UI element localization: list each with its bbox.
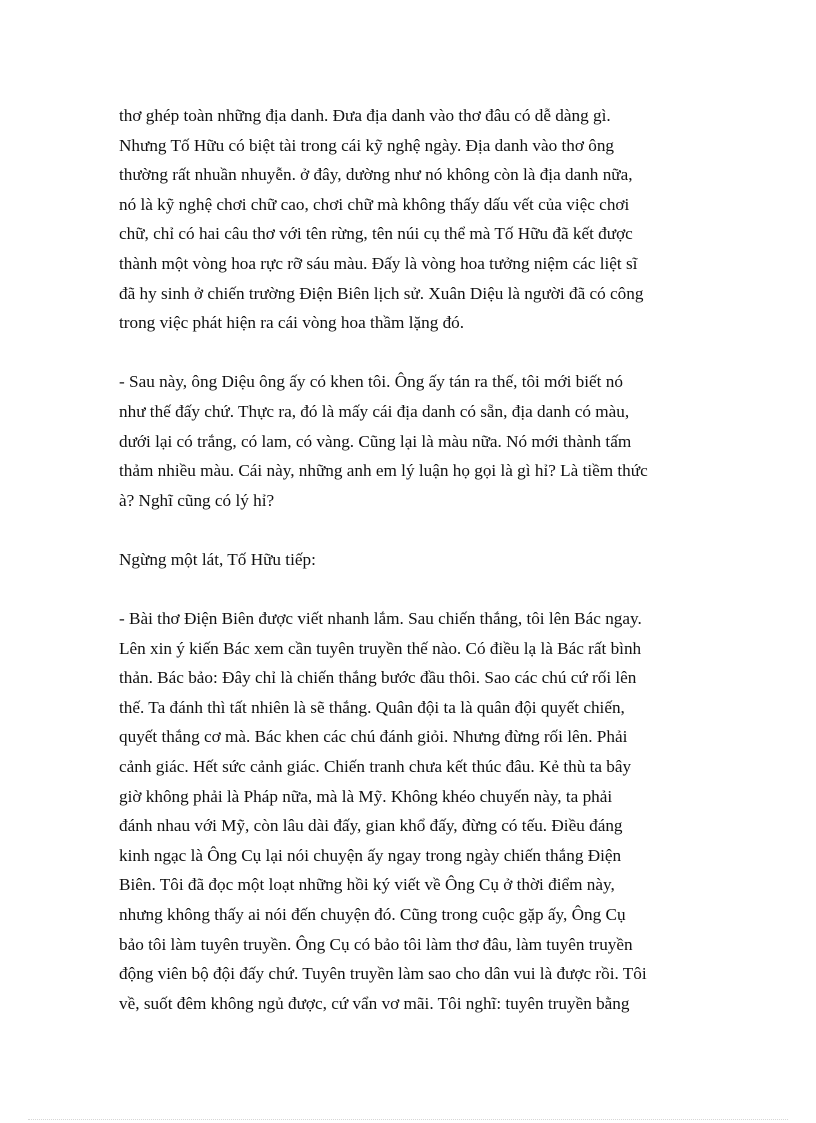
text-line: nó là kỹ nghệ chơi chữ cao, chơi chữ mà không thấy dấu vết của việc chơi — [119, 194, 630, 214]
text-line: thản. Bác bảo: Đây chỉ là chiến thắng bước đầu thôi. Sao các chú cứ rối lên — [119, 668, 637, 688]
text-line: Ngừng một lát, Tố Hữu tiếp: — [119, 549, 316, 569]
text-line: à? Nghĩ cũng có lý hỉ? — [119, 490, 275, 510]
text-line: Lên xin ý kiến Bác xem cần tuyên truyền thế nào. Có điều lạ là Bác rất bình — [119, 638, 642, 658]
text-line: đã hy sinh ở chiến trường Điện Biên lịch sử. Xuân Diệu là người đã có công — [119, 283, 644, 303]
text-line: động viên bộ đội đấy chứ. Tuyên truyền làm sao cho dân vui là được rồi. Tôi — [119, 964, 647, 984]
paragraph-4 — [119, 604, 701, 1018]
text-line: giờ không phải là Pháp nữa, mà là Mỹ. Không khéo chuyến này, ta phải — [119, 786, 613, 806]
text-line: bảo tôi làm tuyên truyền. Ông Cụ có bảo tôi làm thơ đâu, làm tuyên truyền — [119, 934, 633, 954]
paragraph-spacer — [119, 575, 701, 605]
text-line: thường rất nhuần nhuyễn. ở đây, dường như nó không còn là địa danh nữa, — [119, 165, 633, 185]
text-line: - Sau này, ông Diệu ông ấy có khen tôi. Ông ấy tán ra thế, tôi mới biết nó — [119, 372, 623, 392]
page-bottom-divider — [28, 1119, 788, 1120]
text-line: - Bài thơ Điện Biên được viết nhanh lắm. Sau chiến thắng, tôi lên Bác ngay. — [119, 609, 642, 629]
document-page — [119, 101, 701, 1018]
text-line: trong việc phát hiện ra cái vòng hoa thầm lặng đó. — [119, 313, 465, 333]
text-line: đánh nhau với Mỹ, còn lâu dài đấy, gian khổ đấy, đừng có tếu. Điều đáng — [119, 816, 623, 836]
text-line: Biên. Tôi đã đọc một loạt những hồi ký viết về Ông Cụ ở thời điểm này, — [119, 875, 615, 895]
text-line: dưới lại có trắng, có lam, có vàng. Cũng lại là màu nữa. Nó mới thành tấm — [119, 431, 632, 451]
text-line: nhưng không thấy ai nói đến chuyện đó. Cũng trong cuộc gặp ấy, Ông Cụ — [119, 905, 626, 925]
paragraph-spacer — [119, 338, 701, 368]
text-line: thơ ghép toàn những địa danh. Đưa địa danh vào thơ đâu có dễ dàng gì. — [119, 106, 611, 125]
paragraph-3 — [119, 545, 701, 575]
text-line: thảm nhiều màu. Cái này, những anh em lý luận họ gọi là gì hỉ? Là tiềm thức — [119, 461, 648, 481]
text-line: thế. Ta đánh thì tất nhiên là sẽ thắng. Quân đội ta là quân đội quyết chiến, — [119, 697, 625, 717]
paragraph-2 — [119, 367, 701, 515]
text-line: kinh ngạc là Ông Cụ lại nói chuyện ấy ngay trong ngày chiến thắng Điện — [119, 845, 622, 865]
text-line: như thế đấy chứ. Thực ra, đó là mấy cái địa danh có sẵn, địa danh có màu, — [119, 401, 630, 421]
text-line: về, suốt đêm không ngủ được, cứ vẩn vơ mãi. Tôi nghĩ: tuyên truyền bằng — [119, 993, 630, 1013]
text-line: quyết thắng cơ mà. Bác khen các chú đánh giỏi. Nhưng đừng rối lên. Phải — [119, 727, 628, 747]
text-line: cảnh giác. Hết sức cảnh giác. Chiến tranh chưa kết thúc đâu. Kẻ thù ta bây — [119, 757, 632, 777]
paragraph-1 — [119, 101, 701, 338]
paragraph-spacer — [119, 515, 701, 545]
text-line: chữ, chỉ có hai câu thơ với tên rừng, tên núi cụ thể mà Tố Hữu đã kết được — [119, 224, 633, 244]
text-line: thành một vòng hoa rực rỡ sáu màu. Đấy là vòng hoa tưởng niệm các liệt sĩ — [119, 253, 638, 273]
text-line: Nhưng Tố Hữu có biệt tài trong cái kỹ nghệ ngày. Địa danh vào thơ ông — [119, 135, 615, 155]
